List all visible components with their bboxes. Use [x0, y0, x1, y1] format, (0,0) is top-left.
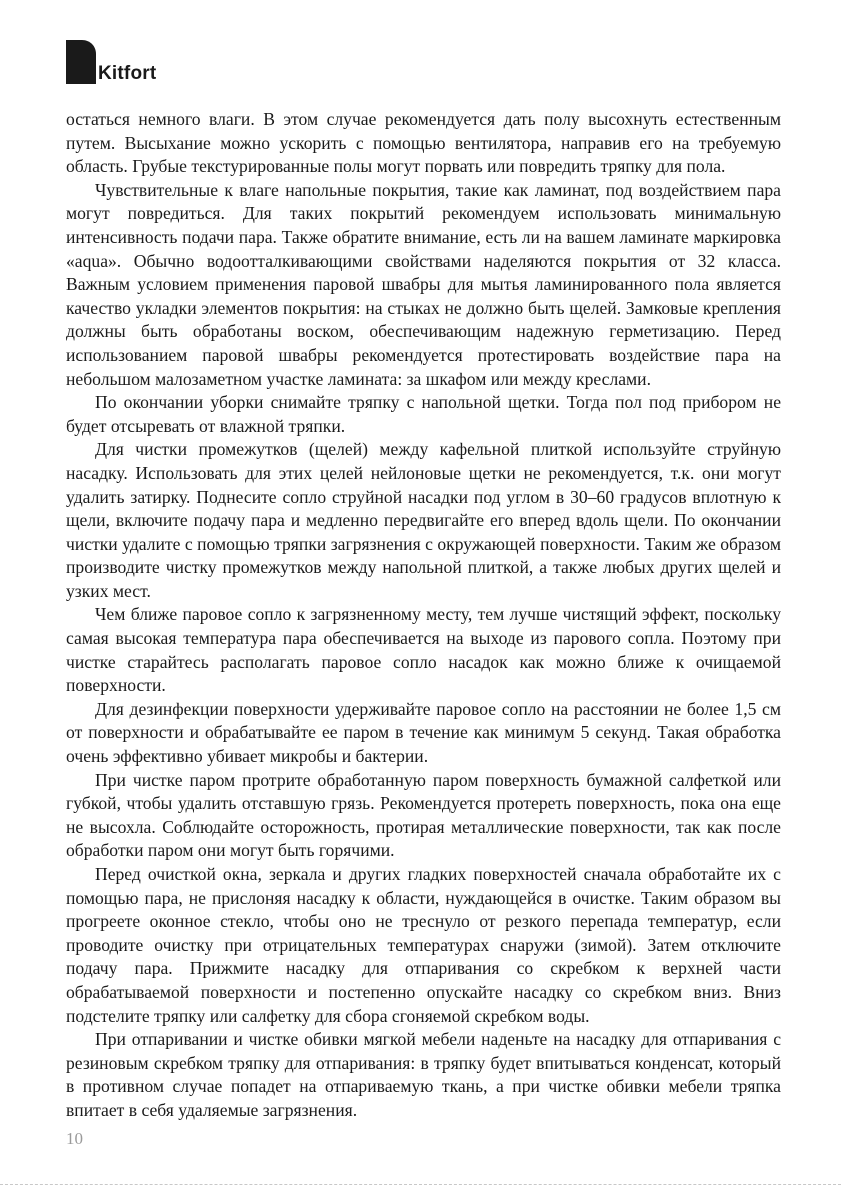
logo-text: Kitfort	[98, 63, 157, 84]
page-content	[66, 108, 781, 1123]
kitfort-logo-icon	[66, 40, 96, 84]
bottom-divider	[0, 1184, 841, 1185]
kitfort-logo	[66, 38, 186, 88]
paragraph: Чем ближе паровое сопло к загрязненному месту, тем лучше чистящий эффект, поскольку самая высокая температура пара обеспечивается на выходе из парового сопла. Поэтому при чистке старайтесь располагать паровое сопло насадок как можно ближе к очищаемой поверхности.	[66, 604, 781, 696]
paragraph: Для дезинфекции поверхности удерживайте паровое сопло на расстоянии не более 1,5 см от поверхности и обрабатывайте ее паром в течение как минимум 5 секунд. Такая обработка очень эффективно убивает микробы и бактерии.	[66, 698, 781, 767]
paragraph: Чувствительные к влаге напольные покрытия, такие как ламинат, под воздействием пара могут повредиться. Для таких покрытий рекомендуем использовать минимальную интенсивность подачи пара. Также обратите внимание, есть ли на вашем ламинате маркировка «aqua». Обычно водоотталкивающими свойствами наделяются покрытия от 32 класса. Важным условием применения паровой швабры для мытья ламинированного пола является качество укладки элементов покрытия: на стыках не должно быть щелей. Замковые крепления должны быть обработаны воском, обеспечивающим надежную герметизацию. Перед использованием паровой швабры рекомендуется протестировать воздействие пара на небольшом малозаметном участке ламината: за шкафом или между креслами.	[66, 179, 781, 389]
paragraph: При отпаривании и чистке обивки мягкой мебели наденьте на насадку для отпаривания с резиновым скребком тряпку для отпаривания: в тряпку будет впитываться конденсат, который в противном случае попадет на отпариваемую ткань, а при чистке обивки мебели тряпка впитает в себя удаляемые загрязнения.	[66, 1029, 781, 1120]
page-number: 10	[66, 1129, 83, 1148]
paragraph: По окончании уборки снимайте тряпку с напольной щетки. Тогда пол под прибором не будет отсыревать от влажной тряпки.	[66, 392, 781, 436]
paragraph: При чистке паром протрите обработанную паром поверхность бумажной салфеткой или губкой, чтобы удалить отставшую грязь. Рекомендуется протереть поверхность, пока она еще не высохла. Соблюдайте осторожность, протирая металлические поверхности, так как после обработки паром они могут быть горячими.	[66, 769, 781, 861]
paragraph: Перед очисткой окна, зеркала и других гладких поверхностей сначала обработайте их с помощью пара, не прислоняя насадку к области, нуждающейся в очистке. Таким образом вы прогреете оконное стекло, чтобы оно не треснуло от резкого перепада температур, если проводите очистку при отрицательных температурах снаружи (зимой). Затем отключите подачу пара. Прижмите насадку для отпаривания со скребком к верхней части обрабатываемой поверхности и постепенно опускайте насадку со скребком вниз. Вниз подстелите тряпку или салфетку для сбора сгоняемой скребком воды.	[66, 864, 781, 1026]
paragraph: остаться немного влаги. В этом случае рекомендуется дать полу высохнуть естественным путем. Высыхание можно ускорить с помощью вентилятора, направив его на требуемую область. Грубые текстурированные полы могут порвать или повредить тряпку для пола.	[66, 109, 781, 177]
paragraph: Для чистки промежутков (щелей) между кафельной плиткой используйте струйную насадку. Использовать для этих целей нейлоновые щетки не рекомендуется, т.к. они могут удалить затирку. Поднесите сопло струйной насадки под углом в 30–60 градусов вплотную к щели, включите подачу пара и медленно передвигайте его вперед вдоль щели. По окончании чистки удалите с помощью тряпки загрязнения с окружающей поверхности. Таким же образом производите чистку промежутков между напольной плиткой, а также любых других щелей и узких мест.	[66, 439, 781, 601]
